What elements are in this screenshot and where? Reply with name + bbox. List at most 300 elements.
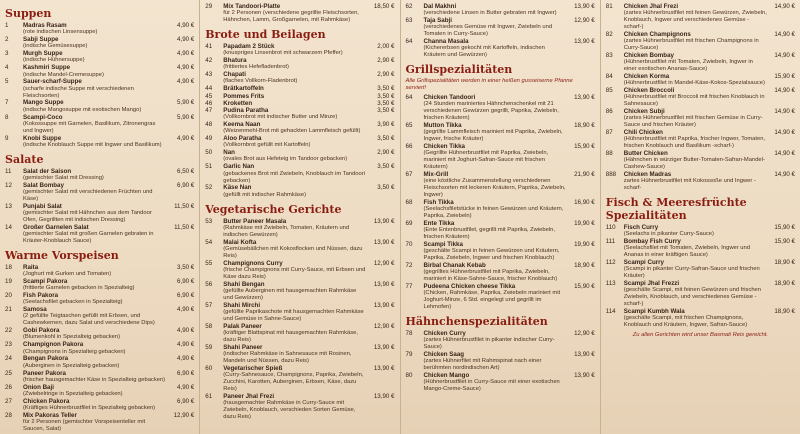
item-price: 4,90 € xyxy=(177,50,195,58)
menu-item xyxy=(406,372,595,379)
item-price: 4,90 € xyxy=(177,355,195,363)
menu-column-2 xyxy=(200,0,400,434)
menu-item xyxy=(205,323,394,330)
item-description: (indische Mangosuppe mit exotischen Mango) xyxy=(23,106,142,113)
menu-item xyxy=(406,199,595,206)
item-name: Brätkartoffeln xyxy=(223,85,264,93)
menu-item xyxy=(205,57,394,64)
item-price: 13,90 € xyxy=(373,280,395,288)
item-description: (Rahmkäse mit Zwiebeln, Tomaten, Kräutern und indischen Gewürzen) xyxy=(223,224,350,238)
item-price: 11,50 € xyxy=(174,223,195,231)
item-description: (scharfe indische Suppe mit verschiedenen Fleischsorten) xyxy=(23,85,134,99)
item-number: 59 xyxy=(205,343,213,351)
item-price: 3,50 € xyxy=(377,135,395,143)
menu-item xyxy=(205,239,394,246)
menu-item xyxy=(205,43,394,50)
item-number: 66 xyxy=(405,143,413,151)
menu-item xyxy=(606,224,795,231)
item-price: 15,90 € xyxy=(774,238,795,246)
item-number: 26 xyxy=(5,383,12,391)
menu-item xyxy=(205,393,394,400)
item-number: 13 xyxy=(5,202,12,210)
item-number: 888 xyxy=(605,171,617,179)
item-number: 24 xyxy=(5,355,12,363)
item-price: 3,50 € xyxy=(177,263,195,271)
item-price: 18,90 € xyxy=(774,308,795,316)
item-description: (flaches Vollkorn-Fladenbrot) xyxy=(223,78,298,85)
item-number: 27 xyxy=(5,397,12,405)
item-name: Salat der Saison xyxy=(23,167,72,175)
item-number: 111 xyxy=(605,238,616,246)
item-number: 67 xyxy=(405,171,413,178)
item-name: Sabji Suppe xyxy=(23,36,59,44)
item-description: (Kokossuppe mit Garnelen, Basilikum, Zitronengras und Ingwer) xyxy=(23,120,156,134)
item-description: (gebackenes Brot mit Zwiebeln, Knoblauch im Tandoori gebacken) xyxy=(223,170,365,184)
item-name: Champignons Curry xyxy=(223,259,283,267)
item-description: für 2 Personen (verschiedene gegrillte Fleischsorten, Hähnchen, Lamm, Großgarnelen, mit Rahmkäse) xyxy=(223,10,359,24)
item-number: 50 xyxy=(205,149,213,157)
item-number: 58 xyxy=(205,322,213,330)
item-name: Chicken Bombay xyxy=(623,51,674,59)
item-description: (Vollkornbrot gefüllt mit Kartoffeln) xyxy=(223,142,311,149)
item-description: (zartes Hühnerbrustfilet mit feinen Gewürzen, Zwiebeln, Knoblauch, Ingwer und verschiedenes Gemüse -scharf-) xyxy=(623,10,767,31)
item-price: 13,90 € xyxy=(574,350,595,358)
item-name: Dal Makhni xyxy=(423,3,457,10)
item-description: (frische Champignons mit Curry-Sauce, mit Erbsen und Käse dazu Reis) xyxy=(223,266,366,280)
menu-item xyxy=(406,241,595,248)
section-title: Vegetarische Gerichte xyxy=(205,202,342,216)
item-price: 14,90 € xyxy=(774,3,795,10)
item-number: 113 xyxy=(605,280,616,288)
item-name: Käse Nan xyxy=(223,184,252,192)
item-description: (24 Stunden mariniertes Hähnchenschenkel mit 21 verschiedenen Gewürzen gegrillt, Paprika, Zwiebeln, frischen Kräutern) xyxy=(423,101,559,122)
item-price: 13,90 € xyxy=(373,301,395,309)
menu-item xyxy=(406,220,595,227)
menu-item xyxy=(205,302,394,309)
item-name: Aloo Paratha xyxy=(223,135,262,143)
item-number: 25 xyxy=(5,369,12,377)
item-price: 16,90 € xyxy=(574,198,595,206)
item-price: 4,90 € xyxy=(177,306,195,314)
item-description: (Joghurt mit Gurken und Tomaten) xyxy=(23,271,112,278)
item-description: (frischer hausgemachter Käse in Spezialteig gebacken) xyxy=(23,376,166,383)
item-price: 4,90 € xyxy=(177,64,195,72)
item-name: Chicken Broccoli xyxy=(623,87,675,95)
item-price: 13,90 € xyxy=(574,371,595,379)
item-name: Sauer-scharf-Suppe xyxy=(23,78,82,86)
item-description: (Curry-Sahnesauce, Champignons, Paprika, Zwiebeln, Zucchini, Karotten, Auberginen, Erbsen, Käse, dazu Reis) xyxy=(223,371,364,392)
item-price: 5,90 € xyxy=(177,113,195,121)
item-price: 14,90 € xyxy=(774,129,795,137)
item-description: (eine köstliche Zusammenstellung verschiedenen Fleischsorten mit leckeren Kräutern, Paprika, Zwiebeln, Ingwer) xyxy=(423,178,566,199)
item-name: Shahi Paneer xyxy=(223,343,263,351)
item-name: Kroketten xyxy=(223,99,253,107)
item-price: 2,90 € xyxy=(377,149,395,157)
item-name: Chicken Pakora xyxy=(23,397,70,405)
item-price: 3,50 € xyxy=(377,92,395,100)
item-price: 6,90 € xyxy=(177,292,195,300)
menu-item xyxy=(406,122,595,129)
item-number: 85 xyxy=(605,87,613,95)
item-name: Bhatura xyxy=(223,57,247,65)
item-price: 6,50 € xyxy=(177,167,195,175)
menu-item xyxy=(606,108,795,115)
menu-column-1 xyxy=(0,0,200,434)
menu-column-4 xyxy=(601,0,800,434)
item-number: 114 xyxy=(605,308,616,316)
item-number: 54 xyxy=(205,238,213,246)
item-name: Garlic Nan xyxy=(223,163,255,171)
item-name: Butter Chicken xyxy=(623,150,668,158)
menu-item xyxy=(606,3,795,10)
item-price: 14,90 € xyxy=(774,150,795,158)
item-number: 56 xyxy=(205,280,213,288)
item-price: 13,90 € xyxy=(373,238,395,246)
item-number: 60 xyxy=(205,364,213,372)
item-number: 83 xyxy=(605,51,613,59)
item-number: 23 xyxy=(5,341,12,349)
item-number: 41 xyxy=(205,43,213,51)
item-name: Chapati xyxy=(223,71,246,79)
item-description: (verschiedenes Gemüse mit Ingwer, Zwiebeln und Tomaten in Curry-Sauce) xyxy=(423,24,553,38)
item-number: 62 xyxy=(405,3,413,10)
item-name: Chicken Jhal Frezi xyxy=(623,3,679,10)
item-description: (Hühnerbrustfilet in Curry-Sauce mit einer exotischen Mango-Creme-Sauce) xyxy=(423,379,560,393)
item-price: 14,90 € xyxy=(774,171,795,179)
item-description: für 2 Personen (gemischter Vorspeisenteller mit Saucen, Salat) xyxy=(23,419,146,432)
item-name: Bombay Fish Curry xyxy=(623,238,681,246)
item-name: Chicken Tikka xyxy=(423,143,465,151)
item-number: 57 xyxy=(205,301,213,309)
item-name: Scampi Kumbh Wala xyxy=(623,308,685,316)
section-title: Warme Vorspeisen xyxy=(5,248,119,262)
item-number: 28 xyxy=(5,411,12,419)
item-price: 15,90 € xyxy=(574,282,595,290)
item-price: 18,90 € xyxy=(574,122,595,130)
item-price: 15,90 € xyxy=(574,143,595,151)
item-description: (gefüllt mit indischer Rahmkäse) xyxy=(223,191,307,198)
menu-item xyxy=(5,278,194,285)
menu-item xyxy=(205,149,394,156)
item-description: (Chicken, Rahmkäse, Paprika, Zwiebeln mariniert mit Joghurt-Minze, 6 Std. eingelegt und gegrillt im Lehmofen) xyxy=(423,290,561,310)
menu-item xyxy=(205,184,394,191)
menu-item xyxy=(5,327,194,334)
item-description: (hausgemachter Rahmkäse in Curry-Sauce mit Zwiebeln, Knoblauch, verschieden Sorten Gemüse, dazu Reis) xyxy=(223,399,356,420)
item-number: 29 xyxy=(205,3,213,10)
item-price: 13,90 € xyxy=(574,94,595,102)
item-description: (Kräftiges Hühnerbrustfilet in Spezialteig gebacken) xyxy=(23,404,156,411)
item-description: (Hühnerbrustfilet mit Broccoli mit frischen Knoblauch in Sahnesauce) xyxy=(623,94,765,108)
menu-item xyxy=(205,100,394,107)
item-description: (indische Knoblauch Suppe mit Ingwer und Basilikum) xyxy=(23,141,162,148)
item-name: Mix Pakoras Teller xyxy=(23,411,77,419)
item-price: 3,50 € xyxy=(377,106,395,114)
item-price: 19,90 € xyxy=(574,240,595,248)
item-description: (Kichererbsen gekocht mit Kartoffeln, indischen Kräutern und Gewürzen) xyxy=(423,45,545,59)
item-description: (gemischter Salat mit Dressing) xyxy=(23,174,104,181)
item-price: 13,90 € xyxy=(373,217,395,225)
item-description: (frittierte Garnelen gebacken in Spezialteig) xyxy=(23,285,135,292)
item-number: 68 xyxy=(405,198,413,206)
menu-item xyxy=(406,94,595,101)
item-number: 110 xyxy=(605,224,616,232)
menu-column-3 xyxy=(401,0,601,434)
item-description: (frittiertes Hefefladenbrot) xyxy=(223,64,289,71)
item-description: (Hühnerbrustfilet mit Tomaten, Zwiebeln, Ingwer in einer exotischen Ananas-Sauce) xyxy=(623,59,753,73)
item-name: Fish Pakora xyxy=(23,292,59,300)
item-description: (knuspriges Linsenbrot mit schwarzem Pfeffer) xyxy=(223,50,343,57)
item-name: Pudina Paratha xyxy=(223,106,269,114)
item-description: (Blumenkohl in Spezialteig gebacken) xyxy=(23,334,120,341)
menu-item xyxy=(5,22,194,29)
menu-item xyxy=(5,50,194,57)
item-description: (Ente Entenbrustfilet, gegrillt mit Paprika, Zwiebeln, frischen Kräutern) xyxy=(423,227,555,241)
menu-item xyxy=(5,203,194,210)
item-price: 6,90 € xyxy=(177,369,195,377)
item-description: (Gegrillte Hühnerbrustfilet mit Paprika, Zwiebeln, mariniert mit Joghurt-Safran-Sauce mit frischen Kräutern) xyxy=(423,150,549,171)
item-price: 13,90 € xyxy=(373,343,395,351)
item-number: 42 xyxy=(205,57,213,65)
section-title: Hähnchenspezialitäten xyxy=(405,314,548,328)
item-name: Kashmiri Suppe xyxy=(23,64,71,72)
item-name: Chicken Champignons xyxy=(623,30,691,38)
item-name: Paneer Jhal Frezi xyxy=(223,392,275,400)
item-number: 47 xyxy=(205,106,213,114)
item-price: 14,90 € xyxy=(774,51,795,59)
item-description: (indische Mandel-Cremesuppe) xyxy=(23,71,104,78)
item-name: Punjabi Salat xyxy=(23,202,62,210)
item-description: (Scampi in pikanter Curry-Safran-Sauce und frischen Kräuter) xyxy=(623,266,760,280)
section-note: Alle Grillspezialitäten werden in einer heißen gusseiserne Pfanne serviert! xyxy=(405,78,573,92)
item-description: (indische Gemüsesuppe) xyxy=(23,43,88,50)
item-price: 6,90 € xyxy=(177,181,195,189)
menu-item xyxy=(205,71,394,78)
item-description: (gegrillte Lammfleisch mariniert mit Paprika, Zwiebeln, Ingwer, frische Kräuter) xyxy=(423,129,563,143)
menu-item xyxy=(606,87,795,94)
item-number: 86 xyxy=(605,108,613,116)
item-name: Chicken Subji xyxy=(623,108,665,116)
item-price: 13,90 € xyxy=(373,364,395,372)
item-description: (Vollkornbrot mit indischer Butter und Minze) xyxy=(223,114,338,121)
item-description: (gegrilltes Hühnerbrustfilet mit Paprika, Zwiebeln, mariniert in Käse-Sahne-Sauce, frischer Knoblauch) xyxy=(423,269,558,283)
menu-item xyxy=(606,73,795,80)
menu-item xyxy=(606,52,795,59)
item-price: 14,90 € xyxy=(774,108,795,116)
item-number: 112 xyxy=(605,259,616,267)
item-description: (Seelachsfiletstücke in feinen Gewürzen und Kräutern, Paprika, Zwiebeln) xyxy=(423,206,564,220)
menu-item xyxy=(205,107,394,114)
item-description: (gemischter Salat mit Hähnchen aus dem Tandoor Ofen, Gegrillten mit indischen Dressing) xyxy=(23,210,152,223)
item-price: 15,90 € xyxy=(774,72,795,80)
menu-item xyxy=(205,93,394,100)
item-price: 4,90 € xyxy=(177,78,195,86)
item-number: 64 xyxy=(405,94,413,102)
item-price: 18,50 € xyxy=(373,3,395,10)
item-number: 21 xyxy=(5,306,12,314)
item-name: Mango Suppe xyxy=(23,99,64,107)
item-number: 14 xyxy=(5,223,12,231)
item-number: 45 xyxy=(205,92,213,100)
item-name: Birbal Chanak Kebab xyxy=(423,261,486,269)
item-name: Chicken Madras xyxy=(623,171,672,179)
item-price: 3,90 € xyxy=(377,121,395,129)
item-number: 8 xyxy=(5,113,9,121)
item-name: Scampi Jhal Frezzi xyxy=(623,280,680,288)
item-name: Nan xyxy=(223,149,235,157)
item-number: 63 xyxy=(405,17,413,25)
item-number: 12 xyxy=(5,181,12,189)
item-name: Fisch Curry xyxy=(623,224,659,232)
item-price: 18,90 € xyxy=(774,259,795,267)
menu-item xyxy=(5,370,194,377)
item-price: 12,90 € xyxy=(574,17,595,25)
menu-item xyxy=(606,259,795,266)
item-number: 3 xyxy=(5,50,9,58)
item-number: 64 xyxy=(405,38,413,46)
item-name: Chicken Tandoori xyxy=(423,94,476,102)
item-number: 9 xyxy=(5,134,9,142)
item-price: 4,90 € xyxy=(177,22,195,29)
item-name: Chicken Korma xyxy=(623,72,670,80)
item-description: (Seelachsfilet mit Tomaten, Zwiebeln, Ingwer und Ananas in einer kräftigen Sauce) xyxy=(623,245,750,259)
section-title: Suppen xyxy=(5,7,52,20)
item-description: (indischer Rahmkäse in Sahnesauce mit Rosinen, Mandeln und Nüssen, dazu Reis) xyxy=(223,350,352,364)
menu-item xyxy=(5,99,194,106)
menu-item xyxy=(5,135,194,142)
menu-item xyxy=(406,351,595,358)
item-price: 11,50 € xyxy=(174,202,195,210)
item-number: 48 xyxy=(205,121,213,129)
menu-item xyxy=(5,384,194,391)
item-price: 18,90 € xyxy=(774,280,795,288)
item-name: Madras Rasam xyxy=(23,22,67,29)
menu-item xyxy=(5,355,194,362)
menu-item xyxy=(5,224,194,231)
menu-item xyxy=(606,308,795,315)
menu-item xyxy=(406,171,595,178)
item-price: 4,90 € xyxy=(177,341,195,349)
item-name: Mix-Grill xyxy=(423,171,449,178)
item-price: 14,90 € xyxy=(774,87,795,95)
item-number: 18 xyxy=(5,263,12,271)
item-price: 3,50 € xyxy=(377,99,395,107)
item-number: 43 xyxy=(205,71,213,79)
item-description: (Zwiebelringe in Spezialteig gebacken) xyxy=(23,390,123,397)
item-description: (Seelachs in pikanter Curry-Sauce) xyxy=(623,231,714,238)
menu-item xyxy=(205,135,394,142)
item-number: 70 xyxy=(405,240,413,248)
menu-item xyxy=(606,171,795,178)
item-description: (rote indischen Linsensuppe) xyxy=(23,29,98,36)
section-title: Grillspezialitäten xyxy=(405,63,513,77)
item-number: 80 xyxy=(405,371,413,379)
menu-item xyxy=(5,412,194,419)
menu-item xyxy=(606,280,795,287)
item-name: Scampi Curry xyxy=(623,259,664,267)
item-price: 2,90 € xyxy=(377,57,395,65)
menu-item xyxy=(606,31,795,38)
menu-item xyxy=(5,168,194,175)
item-description: (Weizenmehl-Brot mit gehackten Lammfleisch gefüllt) xyxy=(223,128,361,135)
item-number: 49 xyxy=(205,135,213,143)
item-price: 13,90 € xyxy=(574,3,595,10)
item-number: 53 xyxy=(205,217,213,225)
item-price: 4,90 € xyxy=(177,383,195,391)
item-description: (gefüllte Paprikaschote mit hausgemachten Rahmkäse und Gemüse in Sahne-Sauce) xyxy=(223,308,364,322)
menu-item xyxy=(5,264,194,271)
item-price: 21,90 € xyxy=(574,171,595,178)
item-description: (gefüllte Auberginen mit hausgemachten Rahmkäse und Gewürzen) xyxy=(223,287,357,301)
item-name: Bengan Pakora xyxy=(23,355,69,363)
item-description: (zartes Hühnerbrustfilet mit frischen Gemüse in Curry-Sauce und frischen Kräuter) xyxy=(623,115,763,129)
menu-item xyxy=(205,344,394,351)
item-price: 13,90 € xyxy=(574,38,595,46)
item-number: 87 xyxy=(605,129,613,137)
item-name: Knobi Suppe xyxy=(23,134,62,142)
menu-item xyxy=(205,260,394,267)
item-number: 79 xyxy=(405,350,413,358)
item-description: (verschiedene Linsen in Butter gebraten mit Ingwer) xyxy=(423,10,557,17)
item-name: Raita xyxy=(23,263,39,271)
item-name: Murgh Suppe xyxy=(23,50,63,58)
menu-item xyxy=(5,78,194,85)
item-name: Chili Chicken xyxy=(623,129,663,137)
section-title: Brote und Beilagen xyxy=(205,28,326,42)
item-number: 22 xyxy=(5,327,12,335)
item-price: 3,50 € xyxy=(377,163,395,171)
item-price: 12,90 € xyxy=(373,322,395,330)
item-description: (Gemüsebällchen mit Kokosflocken und Nüssen, dazu Reis) xyxy=(223,245,363,259)
menu-item xyxy=(5,64,194,71)
item-description: (2 gefüllte Teigtaschen gefüllt mit Erbsen, und Cashewkernen, dazu Salat und verschiedene Dips) xyxy=(23,313,155,327)
item-description: zartes Hühnerbrustfilet mit Kokossoße und Ingwer -scharf- xyxy=(623,178,756,192)
menu-item xyxy=(406,283,595,290)
item-description: (indische Hühnersuppe) xyxy=(23,57,85,64)
item-description: (Hühnerbrustfilet mit Paprika, frischer Ingwer, Tomaten, frischen Knoblauch und Basilikum -scharf-) xyxy=(623,136,766,150)
item-price: 3,50 € xyxy=(377,85,395,93)
item-number: 11 xyxy=(5,167,12,175)
menu-item xyxy=(606,150,795,157)
item-name: Pommes Frits xyxy=(223,92,265,100)
menu-item xyxy=(205,218,394,225)
item-description: (zartes Hühnerfilet mit Rahmspinat nach einer berühmten nordindischen Art) xyxy=(423,358,542,372)
item-description: (kräftiger Blattspinat mit hausgemachten Rahmkäse, dazu Reis) xyxy=(223,329,358,343)
menu-item xyxy=(5,114,194,121)
menu-item xyxy=(205,3,394,10)
item-price: 4,90 € xyxy=(177,134,195,142)
item-number: 81 xyxy=(605,3,613,10)
item-description: (Seelachsfilet gebacken in Spezialteig) xyxy=(23,299,123,306)
item-name: Shahi Mirchi xyxy=(223,301,261,309)
item-price: 18,90 € xyxy=(574,261,595,269)
menu-item xyxy=(406,262,595,269)
menu-item xyxy=(406,330,595,337)
item-name: Butter Paneer Masala xyxy=(223,217,287,225)
menu-item xyxy=(205,121,394,128)
item-number: 19 xyxy=(5,277,12,285)
item-name: Keema Naan xyxy=(223,121,261,129)
item-name: Shahi Bengan xyxy=(223,280,265,288)
item-number: 88 xyxy=(605,150,613,158)
item-name: Champignon Pakora xyxy=(23,341,84,349)
item-description: (zartes Hühnerbrustfilet mit frischen Champignons in Curry-Sauce) xyxy=(623,38,759,52)
item-name: Chicken Saag xyxy=(423,350,465,358)
menu-item xyxy=(406,3,595,10)
item-name: Chicken Curry xyxy=(423,329,466,337)
item-number: 55 xyxy=(205,259,213,267)
item-number: 5 xyxy=(5,78,9,86)
menu-item xyxy=(406,17,595,24)
